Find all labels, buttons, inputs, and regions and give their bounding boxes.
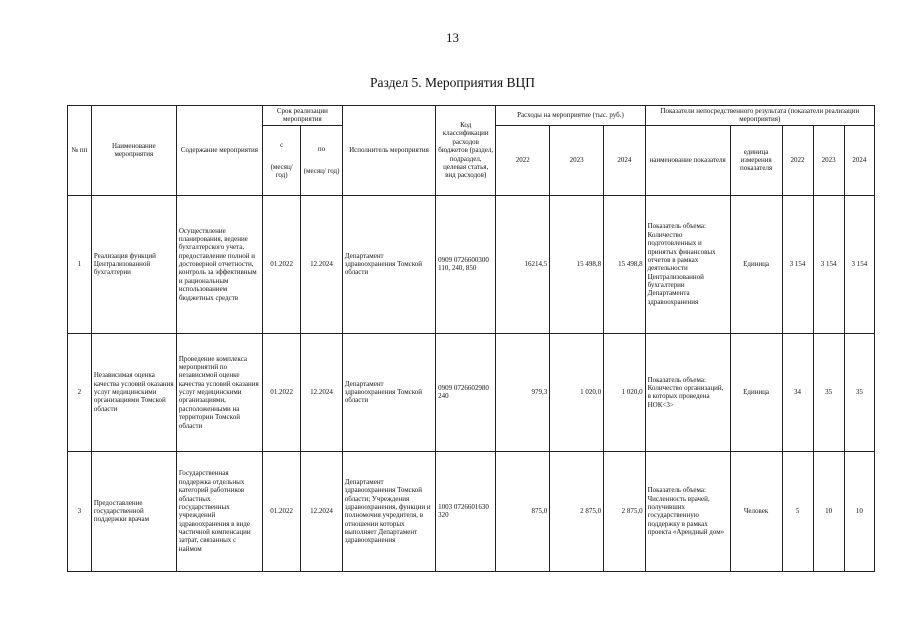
table-row bbox=[68, 195, 875, 333]
header-term-group: Срок реализации мероприятия bbox=[262, 106, 342, 126]
header-term-from-label: с bbox=[280, 140, 284, 149]
row-content: Проведение комплекса мероприятий по независимой оценке качества условий оказания услуг медицинскими организациями, расположенными на территории Томской области bbox=[176, 333, 262, 451]
header-name: Наименование мероприятия bbox=[91, 106, 176, 196]
row-exp-2022: 979,3 bbox=[496, 333, 550, 451]
header-term-from-unit: (месяц/ год) bbox=[270, 163, 293, 180]
row-ind-2022: 3 154 bbox=[782, 195, 813, 333]
row-to: 12.2024 bbox=[301, 195, 342, 333]
row-code: 0909 0726600300 110, 240, 850 bbox=[436, 195, 496, 333]
table-row bbox=[68, 333, 875, 451]
row-num: 1 bbox=[68, 195, 92, 333]
row-name: Независимая оценка качества условий оказания услуг медицинскими организациями Томской области bbox=[91, 333, 176, 451]
row-content: Государственная поддержка отдельных категорий работников областных государственных учреждений здравоохранения в виде частичной компенсации затрат, связанных с наймом bbox=[176, 451, 262, 571]
header-content: Содержание мероприятия bbox=[176, 106, 262, 196]
header-exp-2024: 2024 bbox=[604, 125, 646, 195]
header-executor: Исполнитель мероприятия bbox=[342, 106, 435, 196]
row-ind-2023: 3 154 bbox=[813, 195, 844, 333]
row-from: 01.2022 bbox=[262, 451, 300, 571]
row-from: 01.2022 bbox=[262, 333, 300, 451]
row-ind-2024: 3 154 bbox=[844, 195, 874, 333]
page-number: 13 bbox=[446, 30, 459, 45]
events-table bbox=[67, 105, 875, 572]
header-term-from bbox=[262, 125, 300, 195]
row-ind-2023: 10 bbox=[813, 451, 844, 571]
row-exp-2024: 2 875,0 bbox=[604, 451, 646, 571]
header-exp-2022: 2022 bbox=[496, 125, 550, 195]
row-indicator: Показатель объема: Численность врачей, получивших государственную поддержку в рамках проекта «Арендный дом» bbox=[645, 451, 730, 571]
header-term-to bbox=[301, 125, 342, 195]
header-code: Код классификации расходов бюджетов (раздел, подраздел, целевая статья, вид расходов) bbox=[436, 106, 496, 196]
row-ind-2024: 10 bbox=[844, 451, 874, 571]
row-to: 12.2024 bbox=[301, 451, 342, 571]
row-name: Предоставление государственной поддержки врачам bbox=[91, 451, 176, 571]
row-exp-2024: 15 498,8 bbox=[604, 195, 646, 333]
header-indicator-name: наименование показателя bbox=[645, 125, 730, 195]
row-code: 0909 0726602980 240 bbox=[436, 333, 496, 451]
header-ind-2022: 2022 bbox=[782, 125, 813, 195]
header-ind-2024: 2024 bbox=[844, 125, 874, 195]
table-row bbox=[68, 451, 875, 571]
row-ind-2022: 5 bbox=[782, 451, 813, 571]
header-ind-2023: 2023 bbox=[813, 125, 844, 195]
row-exp-2024: 1 020,0 bbox=[604, 333, 646, 451]
row-indicator: Показатель объема: Количество подготовленных и принятых финансовых отчетов в рамках деятельности Централизованной бухгалтерии Департамента здравоохранения bbox=[645, 195, 730, 333]
row-ind-2022: 34 bbox=[782, 333, 813, 451]
row-ind-2024: 35 bbox=[844, 333, 874, 451]
row-exp-2022: 16214,5 bbox=[496, 195, 550, 333]
header-unit: единица измерения показателя bbox=[730, 125, 782, 195]
row-ind-2023: 35 bbox=[813, 333, 844, 451]
row-unit: Единица bbox=[730, 195, 782, 333]
section-title: Раздел 5. Мероприятия ВЦП bbox=[370, 75, 535, 90]
row-exp-2022: 875,0 bbox=[496, 451, 550, 571]
row-content: Осуществление планирования, ведение бухгалтерского учета, предоставление полной и достоверной отчетности, контроль за эффективным и рациональным использованием бюджетных средств bbox=[176, 195, 262, 333]
row-executor: Департамент здравоохранения Томской области; Учреждения здравоохранения, функции и полномочия учредителя, в отношении которых выполняет Департамент здравоохранения bbox=[342, 451, 435, 571]
row-executor: Департамент здравоохранения Томской области bbox=[342, 333, 435, 451]
row-executor: Департамент здравоохранения Томской области bbox=[342, 195, 435, 333]
row-from: 01.2022 bbox=[262, 195, 300, 333]
header-exp-2023: 2023 bbox=[550, 125, 604, 195]
row-to: 12.2024 bbox=[301, 333, 342, 451]
header-expenses-group: Расходы на мероприятие (тыс. руб.) bbox=[496, 106, 645, 126]
header-term-to-unit: (месяц/ год) bbox=[303, 167, 340, 176]
row-indicator: Показатель объема: Количество организаций, в которых проведена НОК<3> bbox=[645, 333, 730, 451]
header-term-to-label: по bbox=[317, 144, 326, 153]
row-exp-2023: 1 020,0 bbox=[550, 333, 604, 451]
row-code: 1003 0726601630 320 bbox=[436, 451, 496, 571]
row-exp-2023: 15 498,8 bbox=[550, 195, 604, 333]
row-unit: Человек bbox=[730, 451, 782, 571]
header-row-1 bbox=[68, 106, 875, 126]
row-unit: Единица bbox=[730, 333, 782, 451]
row-name: Реализация функций Централизованной бухгалтерии bbox=[91, 195, 176, 333]
row-exp-2023: 2 875,0 bbox=[550, 451, 604, 571]
header-indicators-group: Показатели непосредственного результата (показатели реализации мероприятия) bbox=[645, 106, 874, 126]
header-num: № пп bbox=[68, 106, 92, 196]
row-num: 2 bbox=[68, 333, 92, 451]
row-num: 3 bbox=[68, 451, 92, 571]
